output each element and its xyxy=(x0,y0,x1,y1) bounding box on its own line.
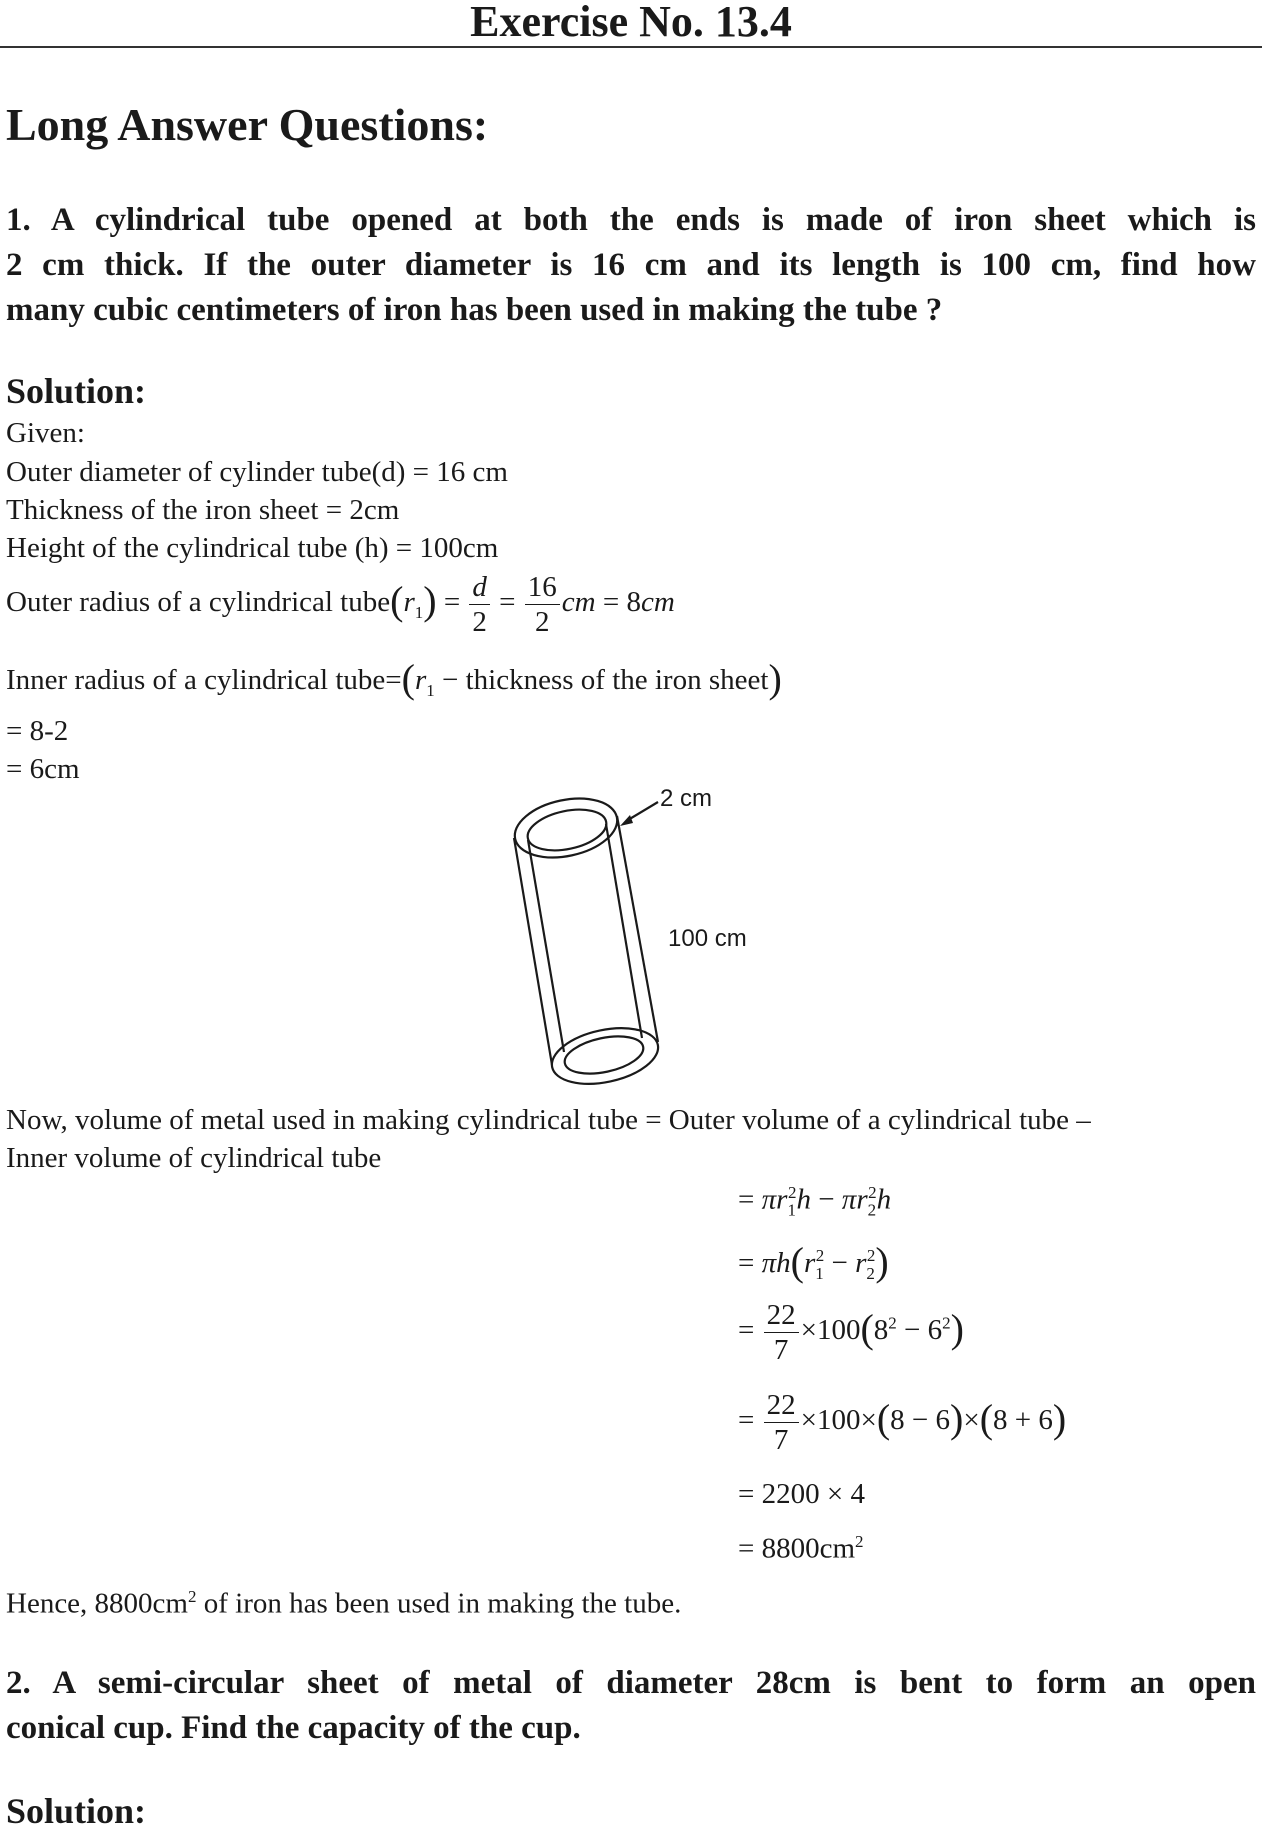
given-diameter: Outer diameter of cylinder tube(d) = 16 cm xyxy=(6,456,508,488)
thickness-label: 2 cm xyxy=(660,785,713,812)
calc-step-3: = $\frac{22}{7}$ $\times 100(8^2 - 6^2)$ xyxy=(738,1299,964,1366)
cylinder-drawing xyxy=(509,790,663,1093)
calc-step-4: = $\frac{22}{7}$ ×100×(8 − 6)×(8 + 6) xyxy=(738,1389,1067,1456)
length-label: 100 cm xyxy=(668,925,747,952)
step-result: = 6cm xyxy=(6,753,80,785)
step-subtract: = 8-2 xyxy=(6,715,69,747)
calc-step-1: = $\pi r_1^2h - \pi r_2^2h$ xyxy=(738,1183,892,1220)
cylinder-tube-figure xyxy=(490,780,790,1100)
volume-statement-2: Inner volume of cylindrical tube xyxy=(6,1142,382,1174)
title-rule xyxy=(0,46,1262,48)
solution-label-2: Solution: xyxy=(6,1791,147,1831)
question-1-line-1: 1. A cylindrical tube opened at both the ends is made of iron sheet which is xyxy=(6,202,1256,238)
outer-radius-formula: Outer radius of a cylindrical $tube(r_1)$ = $\frac{d}{2}$ = $\frac{16}{2}$ cm = 8cm xyxy=(6,571,675,638)
section-heading: Long Answer Questions: xyxy=(6,99,489,150)
solution-label-1: Solution: xyxy=(6,371,147,411)
question-1-line-3: many cubic centimeters of iron has been used in making the tube ? xyxy=(6,292,943,328)
thickness-arrow xyxy=(628,802,658,820)
conclusion-prefix: Hence, 8800cm xyxy=(6,1587,188,1620)
thickness-arrowhead xyxy=(620,815,633,826)
inner-left-edge xyxy=(528,840,564,1052)
top-inner-rim xyxy=(524,803,610,857)
given-height: Height of the cylindrical tube (h) = 100cm xyxy=(6,532,499,564)
calc-step-6: = $8800cm^2$ xyxy=(738,1532,864,1565)
question-1-line-2: 2 cm thick. If the outer diameter is 16 cm and its length is 100 cm, find how xyxy=(6,247,1256,283)
conclusion-1: Hence, $8800cm^2$ of iron has been used in making the tube. xyxy=(6,1587,682,1620)
question-2 xyxy=(6,1661,1256,1751)
inner-radius-label: Inner radius of a cylindrical tube= xyxy=(6,664,402,696)
question-2-line-1: 2. A semi-circular sheet of metal of diameter 28cm is bent to form an open xyxy=(6,1665,1256,1701)
given-label: Given: xyxy=(6,417,85,449)
question-1 xyxy=(6,198,1256,333)
inner-radius-formula: Inner radius of a cylindrical $tube=(r_1$ − thickness of the iron sheet) xyxy=(6,656,782,701)
page-title: Exercise No. 13.4 xyxy=(470,0,792,46)
volume-statement-1: Now, volume of metal used in making cylindrical tube = Outer volume of a cylindrical tube – xyxy=(6,1104,1091,1136)
bottom-outer-rim xyxy=(547,1019,663,1092)
calc-step-6-value: = 8800cm xyxy=(738,1532,856,1565)
inner-radius-expr: thickness of the iron sheet xyxy=(465,664,769,696)
question-2-line-2: conical cup. Find the capacity of the cup. xyxy=(6,1710,581,1746)
calc-step-5: = 2200 × 4 xyxy=(738,1478,865,1510)
outer-radius-label: Outer radius of a cylindrical tube xyxy=(6,586,391,619)
calc-step-2: = $\pi h(r_1^2 - r_2^2)$ xyxy=(738,1239,889,1284)
conclusion-suffix: of iron has been used in making the tube. xyxy=(196,1587,682,1620)
given-thickness: Thickness of the iron sheet = 2cm xyxy=(6,494,400,526)
